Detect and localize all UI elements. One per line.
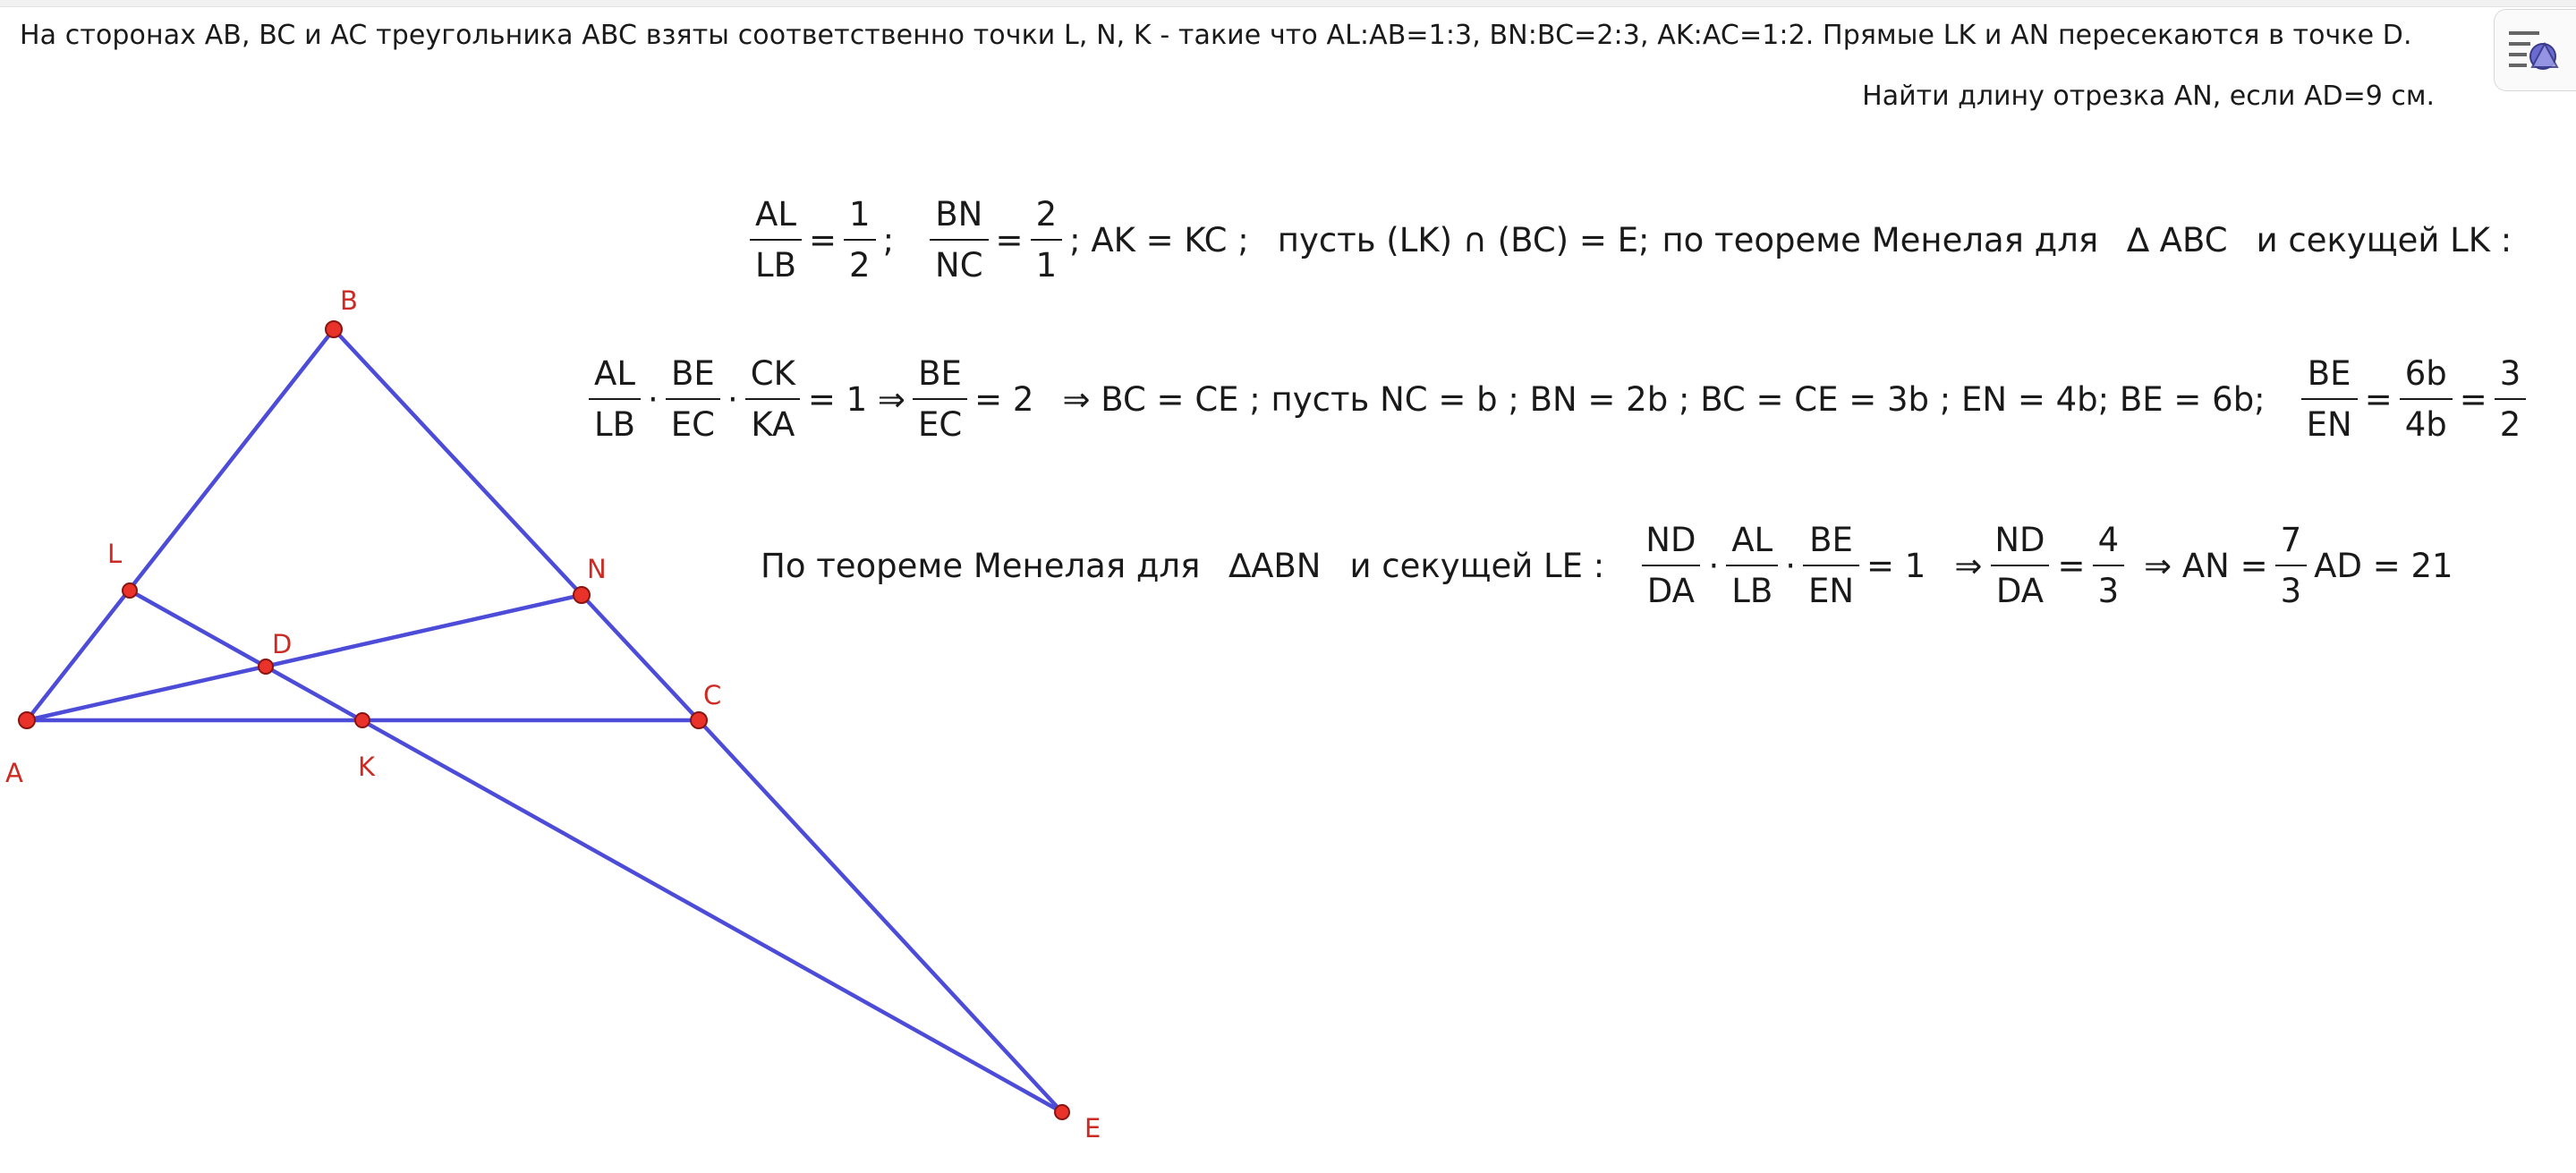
fraction-bn-nc: $\frac{BN}{NC}$ bbox=[930, 195, 989, 285]
fraction-7-3: $\frac{7}{3}$ bbox=[2275, 521, 2308, 610]
fraction-be-ec-2: $\frac{BE}{EC}$ bbox=[913, 354, 967, 444]
fraction-be-en-2: $\frac{BE}{EN}$ bbox=[1803, 521, 1859, 610]
label-k: K bbox=[358, 752, 376, 782]
label-e: E bbox=[1084, 1113, 1101, 1143]
fraction-4-3: $\frac{4}{3}$ bbox=[2093, 521, 2125, 610]
triangle-abn-symbol: ∆ABN bbox=[1228, 546, 1322, 585]
label-b: B bbox=[340, 285, 358, 316]
solution-line-1: $\frac{AL}{LB}$ = $\frac{1}{2}$ ; $\frac{BN}{NC}$ = $\frac{2}{1}$ ; AK = KC ; пусть (LK) ∩ (BC) = E; по теореме Менелая для ∆ ABC и секущей LK : bbox=[743, 195, 2512, 285]
label-d: D bbox=[272, 629, 293, 659]
fraction-be-en: $\frac{BE}{EN}$ bbox=[2301, 354, 2358, 444]
menu-icon bbox=[2507, 26, 2564, 76]
label-n: N bbox=[587, 554, 607, 584]
fraction-2-1: $\frac{2}{1}$ bbox=[1031, 195, 1063, 285]
problem-question: Найти длину отрезка AN, если AD=9 см. bbox=[1862, 81, 2435, 112]
fraction-nd-da: $\frac{ND}{DA}$ bbox=[1640, 521, 1701, 610]
solution-line-2: $\frac{AL}{LB}$ · $\frac{BE}{EC}$ · $\frac{CK}{KA}$ = 1 ⇒ $\frac{BE}{EC}$ = 2 ⇒ BC = CE ; пусть NC = b ; BN = 2b ; BC = CE = 3b ; EN = 4b; BE = 6b; $\frac{BE}{EN}$ = $\frac{6b}{4b}$ = $\frac{3}{2}$ bbox=[582, 354, 2533, 444]
solution-line-3: По теореме Менелая для ∆ABN и секущей LE : $\frac{ND}{DA}$ · $\frac{AL}{LB}$ · $\frac{BE}{EN}$ = 1 ⇒ $\frac{ND}{DA}$ = $\frac{4}{3}$ ⇒ AN = $\frac{7}{3}$ AD = 21 bbox=[761, 521, 2453, 610]
fraction-ck-ka: $\frac{CK}{KA}$ bbox=[745, 354, 801, 444]
triangle-abc-symbol: ∆ ABC bbox=[2127, 220, 2228, 259]
menu-button[interactable] bbox=[2494, 9, 2576, 91]
fraction-3-2: $\frac{3}{2}$ bbox=[2495, 354, 2527, 444]
segment-ce bbox=[699, 720, 1062, 1112]
point-a[interactable] bbox=[19, 712, 35, 728]
fraction-1-2: $\frac{1}{2}$ bbox=[844, 195, 876, 285]
point-e[interactable] bbox=[1055, 1105, 1069, 1119]
label-a: A bbox=[5, 758, 23, 788]
fraction-al-lb-2: $\frac{AL}{LB}$ bbox=[589, 354, 641, 444]
fraction-6b-4b: $\frac{6b}{4b}$ bbox=[2400, 354, 2453, 444]
fraction-nd-da-2: $\frac{ND}{DA}$ bbox=[1989, 521, 2050, 610]
fraction-be-ec: $\frac{BE}{EC}$ bbox=[666, 354, 720, 444]
fraction-al-lb-3: $\frac{AL}{LB}$ bbox=[1726, 521, 1778, 610]
fraction-al-lb: $\frac{AL}{LB}$ bbox=[750, 195, 802, 285]
problem-statement: На сторонах AB, BC и AC треугольника ABC взяты соответственно точки L, N, K - такие что AL:AB=1:3, BN:BC=2:3, AK:AC=1:2. Прямые LK и AN пересекаются в точке D. bbox=[20, 20, 2412, 51]
point-c[interactable] bbox=[691, 712, 707, 728]
point-k[interactable] bbox=[355, 713, 370, 727]
label-l: L bbox=[107, 539, 123, 569]
point-l[interactable] bbox=[123, 583, 137, 598]
point-d[interactable] bbox=[259, 659, 273, 674]
label-c: C bbox=[703, 680, 722, 710]
point-b[interactable] bbox=[326, 321, 342, 337]
point-n[interactable] bbox=[574, 587, 590, 603]
